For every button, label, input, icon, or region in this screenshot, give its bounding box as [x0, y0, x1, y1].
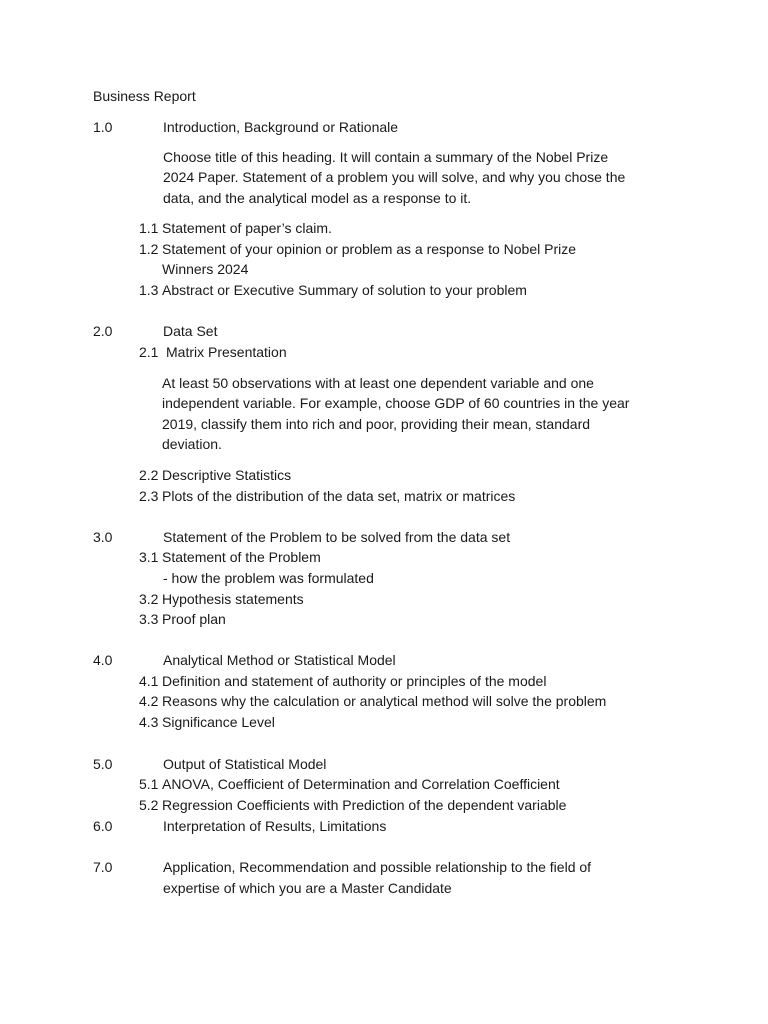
document-title: Business Report: [93, 88, 196, 104]
section-2-paragraph-line: 2019, classify them into rich and poor, providing their mean, standard: [162, 416, 591, 432]
subsection-5-2-text: Regression Coefficients with Prediction of the dependent variable: [162, 797, 567, 813]
subsection-3-3-number: 3.3: [139, 611, 159, 627]
subsection-3-1-number: 3.1: [139, 549, 159, 565]
subsection-1-3-number: 1.3: [139, 282, 159, 298]
section-6-heading: Interpretation of Results, Limitations: [163, 818, 387, 834]
subsection-4-1-number: 4.1: [139, 673, 159, 689]
subsection-3-2-text: Hypothesis statements: [162, 591, 304, 607]
subsection-3-2-number: 3.2: [139, 591, 159, 607]
section-2-paragraph-line: At least 50 observations with at least one dependent variable and one: [162, 375, 594, 391]
subsection-1-1-text: Statement of paper’s claim.: [162, 220, 332, 236]
section-2-paragraph-line: independent variable. For example, choose GDP of 60 countries in the year: [162, 395, 630, 411]
section-5-heading: Output of Statistical Model: [163, 756, 327, 772]
subsection-1-3-text: Abstract or Executive Summary of solution to your problem: [162, 282, 527, 298]
subsection-3-3-text: Proof plan: [162, 611, 226, 627]
section-4-number: 4.0: [93, 652, 113, 668]
subsection-2-2-number: 2.2: [139, 467, 159, 483]
subsection-3-1-text: Statement of the Problem: [162, 549, 321, 565]
section-1-paragraph-line: data, and the analytical model as a response to it.: [163, 190, 472, 206]
section-2-heading: Data Set: [163, 323, 218, 339]
subsection-5-1-text: ANOVA, Coefficient of Determination and Correlation Coefficient: [162, 776, 560, 792]
subsection-1-2-continuation: Winners 2024: [162, 261, 249, 277]
subsection-2-2-text: Descriptive Statistics: [162, 467, 292, 483]
section-7-number: 7.0: [93, 859, 113, 875]
section-1-paragraph-line: 2024 Paper. Statement of a problem you will solve, and why you chose the: [163, 169, 626, 185]
subsection-1-2-text: Statement of your opinion or problem as a response to Nobel Prize: [162, 241, 577, 257]
section-3-number: 3.0: [93, 529, 113, 545]
subsection-2-1-text: Matrix Presentation: [166, 344, 287, 360]
subsection-1-1-number: 1.1: [139, 220, 159, 236]
subsection-4-2-text: Reasons why the calculation or analytical method will solve the problem: [162, 693, 607, 709]
section-5-number: 5.0: [93, 756, 113, 772]
subsection-4-3-number: 4.3: [139, 714, 159, 730]
subsection-2-3-number: 2.3: [139, 488, 159, 504]
subsection-4-2-number: 4.2: [139, 693, 159, 709]
section-1-heading: Introduction, Background or Rationale: [163, 119, 399, 135]
subsection-4-3-text: Significance Level: [162, 714, 275, 730]
section-7-heading: Application, Recommendation and possible relationship to the field of: [163, 859, 592, 875]
section-2-paragraph-line: deviation.: [162, 436, 222, 452]
section-3-heading: Statement of the Problem to be solved from the data set: [163, 529, 511, 545]
section-6-number: 6.0: [93, 818, 113, 834]
subsection-1-2-number: 1.2: [139, 241, 159, 257]
section-2-number: 2.0: [93, 323, 113, 339]
subsection-5-2-number: 5.2: [139, 797, 159, 813]
section-1-number: 1.0: [93, 119, 113, 135]
subsection-5-1-number: 5.1: [139, 776, 159, 792]
section-4-heading: Analytical Method or Statistical Model: [163, 652, 396, 668]
subsection-2-1-number: 2.1: [139, 344, 159, 360]
section-7-continuation: expertise of which you are a Master Candidate: [163, 880, 452, 896]
subsection-4-1-text: Definition and statement of authority or principles of the model: [162, 673, 547, 689]
subsection-2-3-text: Plots of the distribution of the data set, matrix or matrices: [162, 488, 516, 504]
subsection-3-1-continuation: - how the problem was formulated: [163, 570, 374, 586]
section-1-paragraph-line: Choose title of this heading. It will contain a summary of the Nobel Prize: [163, 149, 609, 165]
